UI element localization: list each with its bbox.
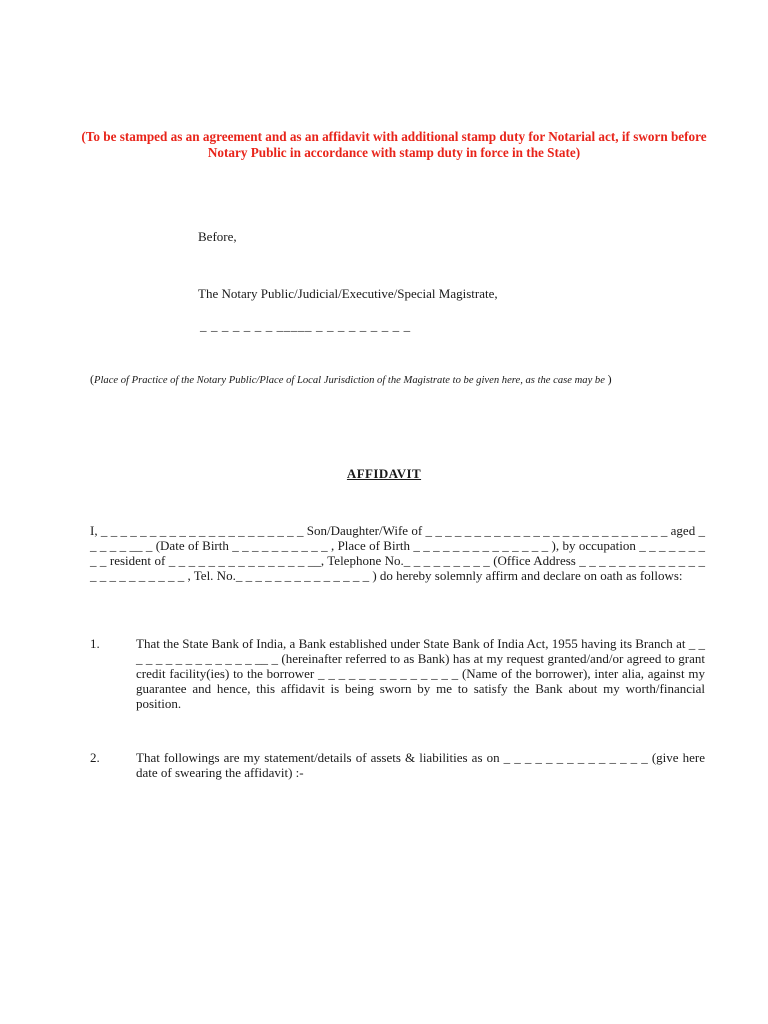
addressee-line: The Notary Public/Judicial/Executive/Special Magistrate,: [198, 286, 498, 301]
place-note-text: Place of Practice of the Notary Public/Place of Local Jurisdiction of the Magistrate to be given here, as the case may be: [94, 375, 605, 386]
open-paren: (: [90, 372, 94, 386]
declarant-details-paragraph: I, _ _ _ _ _ _ _ _ _ _ _ _ _ _ _ _ _ _ _ _ _ Son/Daughter/Wife of _ _ _ _ _ _ _ _ _ _ _ _ _ _ _ _ _ _ _ _ _ _ _ _ _ aged _ _ _ _ _ __ _ (Date of Birth _ _ _ _ _ _ _ _ _ _ , Place of Birth _ _ _ _ _ _ _ _ _ _ _ _ _ _ ), by occupation _ _ _ _ _ _ _ _ _ resident of _ _ _ _ _ _ _ _ _ _ _ _ _ _ __, Telephone No._ _ _ _ _ _ _ _ _ (Office Address _ _ _ _ _ _ _ _ _ _ _ _ _ _ _ _ _ _ _ _ _ _ _ , Tel. No._ _ _ _ _ _ _ _ _ _ _ _ _ _ ) do hereby solemnly affirm and declare on oath as follows:: [90, 523, 705, 583]
clause-1: [90, 636, 705, 711]
clause-number: 2.: [90, 750, 100, 765]
clause-text: That followings are my statement/details of assets & liabilities as on _ _ _ _ _ _ _ _ _ _ _ _ _ _ (give here date of swearing the affidavit) :-: [136, 750, 705, 780]
before-label: Before,: [198, 229, 237, 244]
place-instruction-note: [90, 373, 700, 387]
close-paren: ): [607, 372, 612, 386]
clause-text: That the State Bank of India, a Bank established under State Bank of India Act, 1955 having its Branch at _ _ _ _ _ _ _ _ _ _ _ _ _ _ __ _ (hereinafter referred to as Bank) has at my request granted/and/or agreed to grant credit facility(ies) to the borrower _ _ _ _ _ _ _ _ _ _ _ _ _ _ (Name of the borrower), inter alia, against my guarantee and hence, this affidavit is being sworn by me to satisfy the Bank about my worth/financial position.: [136, 636, 705, 711]
stamp-duty-note: (To be stamped as an agreement and as an affidavit with additional stamp duty for Notarial act, if sworn before Notary Public in accordance with stamp duty in force in the State): [81, 129, 707, 160]
place-blank-line: _ _ _ _ _ _ _ _____ _ _ _ _ _ _ _ _ _: [200, 318, 411, 333]
clause-2: [90, 750, 705, 780]
clause-number: 1.: [90, 636, 100, 651]
document-title: AFFIDAVIT: [346, 466, 422, 481]
